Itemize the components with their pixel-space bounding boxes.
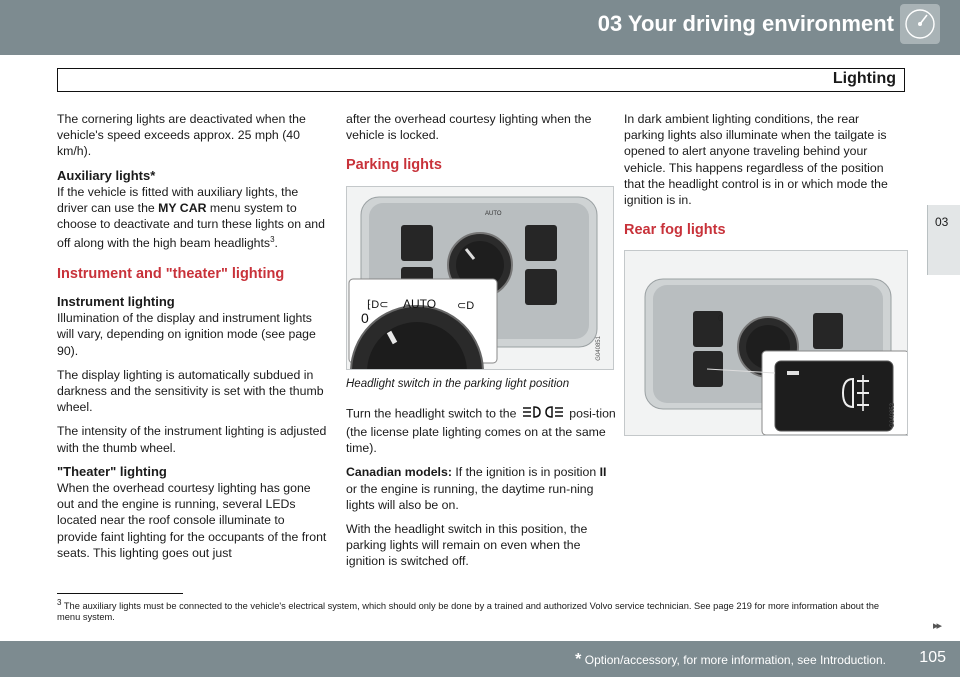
page-header bbox=[0, 0, 960, 55]
option-note: * Option/accessory, for more information, see Introduction. bbox=[575, 651, 886, 668]
page-number: 105 bbox=[919, 649, 946, 666]
rear-fog-figure bbox=[624, 250, 908, 436]
rear-parking-paragraph: In dark ambient lighting conditions, the rear parking lights also illuminate when the tailgate is opened to alert anyone traveling behind your vehicle. This happens regardless of the position that the headlight control is in or which mode the ignition is in. bbox=[624, 112, 888, 208]
fog-switch-illustration bbox=[625, 251, 907, 435]
footnote: $^3$ The auxiliary lights must be connected to the vehicle's electrical system, which should only be done by a trained and authorized Volvo service technician. See page 219 for more information about the menu system. bbox=[57, 598, 880, 623]
svg-text:⊂D: ⊂D bbox=[457, 299, 475, 312]
figure-code: G040851 bbox=[595, 335, 602, 361]
column-3 bbox=[624, 111, 894, 436]
canadian-paragraph: Canadian models: If the ignition is in position II or the engine is running, the daytime run-ning lights will also be on. bbox=[346, 465, 607, 512]
theater-lighting-subheading: "Theater" lighting bbox=[57, 463, 167, 479]
chapter-title: 03 Your driving environment bbox=[597, 11, 894, 36]
instrument-theater-heading: Instrument and "theater" lighting bbox=[57, 265, 285, 282]
headlight-switch-illustration bbox=[347, 187, 613, 369]
instrument-paragraph-2: The display lighting is automatically subdued in darkness and the sensitivity is set with the thumb wheel. bbox=[57, 367, 324, 415]
section-title: Lighting bbox=[832, 70, 896, 87]
figure-code: G040852 bbox=[889, 402, 896, 428]
footnote-divider bbox=[57, 593, 183, 594]
footnote-ref[interactable]: 3 bbox=[270, 235, 275, 245]
figure-caption: Headlight switch in the parking light position bbox=[346, 377, 570, 390]
rear-fog-heading: Rear fog lights bbox=[624, 222, 726, 239]
svg-text:AUTO: AUTO bbox=[485, 210, 502, 217]
parking-lights-heading: Parking lights bbox=[346, 157, 442, 174]
courtesy-paragraph: after the overhead courtesy lighting when the vehicle is locked. bbox=[346, 112, 592, 143]
chapter-side-tab-label: 03 bbox=[935, 215, 949, 229]
parking-remain-paragraph: With the headlight switch in this position, the parking lights will remain on even when the ignition is switched off. bbox=[346, 522, 588, 569]
theater-paragraph: When the overhead courtesy lighting has gone out and the engine is running, several LEDs located near the roof console illuminate to provide faint lighting for the occupants of the front seats. This lighting goes out just bbox=[57, 480, 327, 560]
parking-instruction: Turn the headlight switch to the posi-tion (the license plate lighting comes on at the same time). bbox=[346, 404, 616, 457]
gauge-icon bbox=[900, 4, 940, 44]
parking-light-symbol-icon bbox=[520, 404, 566, 424]
instrument-paragraph-1: Illumination of the display and instrument lights will vary, depending on ignition mode (see page 90). bbox=[57, 311, 316, 358]
section-bar bbox=[57, 68, 905, 92]
page-footer bbox=[0, 641, 960, 677]
auxiliary-paragraph: If the vehicle is fitted with auxiliary lights, the driver can use the MY CAR menu system to choose to deactivate and turn these lights on and off along with the high beam headlights$^3$. bbox=[57, 184, 325, 251]
column-1 bbox=[57, 111, 327, 569]
column-2 bbox=[346, 111, 616, 578]
auxiliary-heading: Auxiliary lights* bbox=[57, 167, 156, 183]
chapter-side-tab[interactable] bbox=[927, 205, 960, 275]
svg-text:0: 0 bbox=[718, 314, 723, 324]
svg-text:0: 0 bbox=[361, 309, 369, 326]
instrument-lighting-subheading: Instrument lighting bbox=[57, 293, 175, 309]
parking-light-figure bbox=[346, 186, 614, 370]
instrument-paragraph-3: The intensity of the instrument lighting is adjusted with the thumb wheel. bbox=[57, 424, 327, 455]
svg-text:AUTO: AUTO bbox=[403, 296, 437, 311]
svg-text:⁅D⊂: ⁅D⊂ bbox=[367, 298, 389, 311]
cornering-paragraph: The cornering lights are deactivated when the vehicle's speed exceeds approx. 25 mph (40 km/h). bbox=[57, 112, 306, 159]
next-page-arrows-icon[interactable]: ▸▸ bbox=[932, 620, 940, 632]
